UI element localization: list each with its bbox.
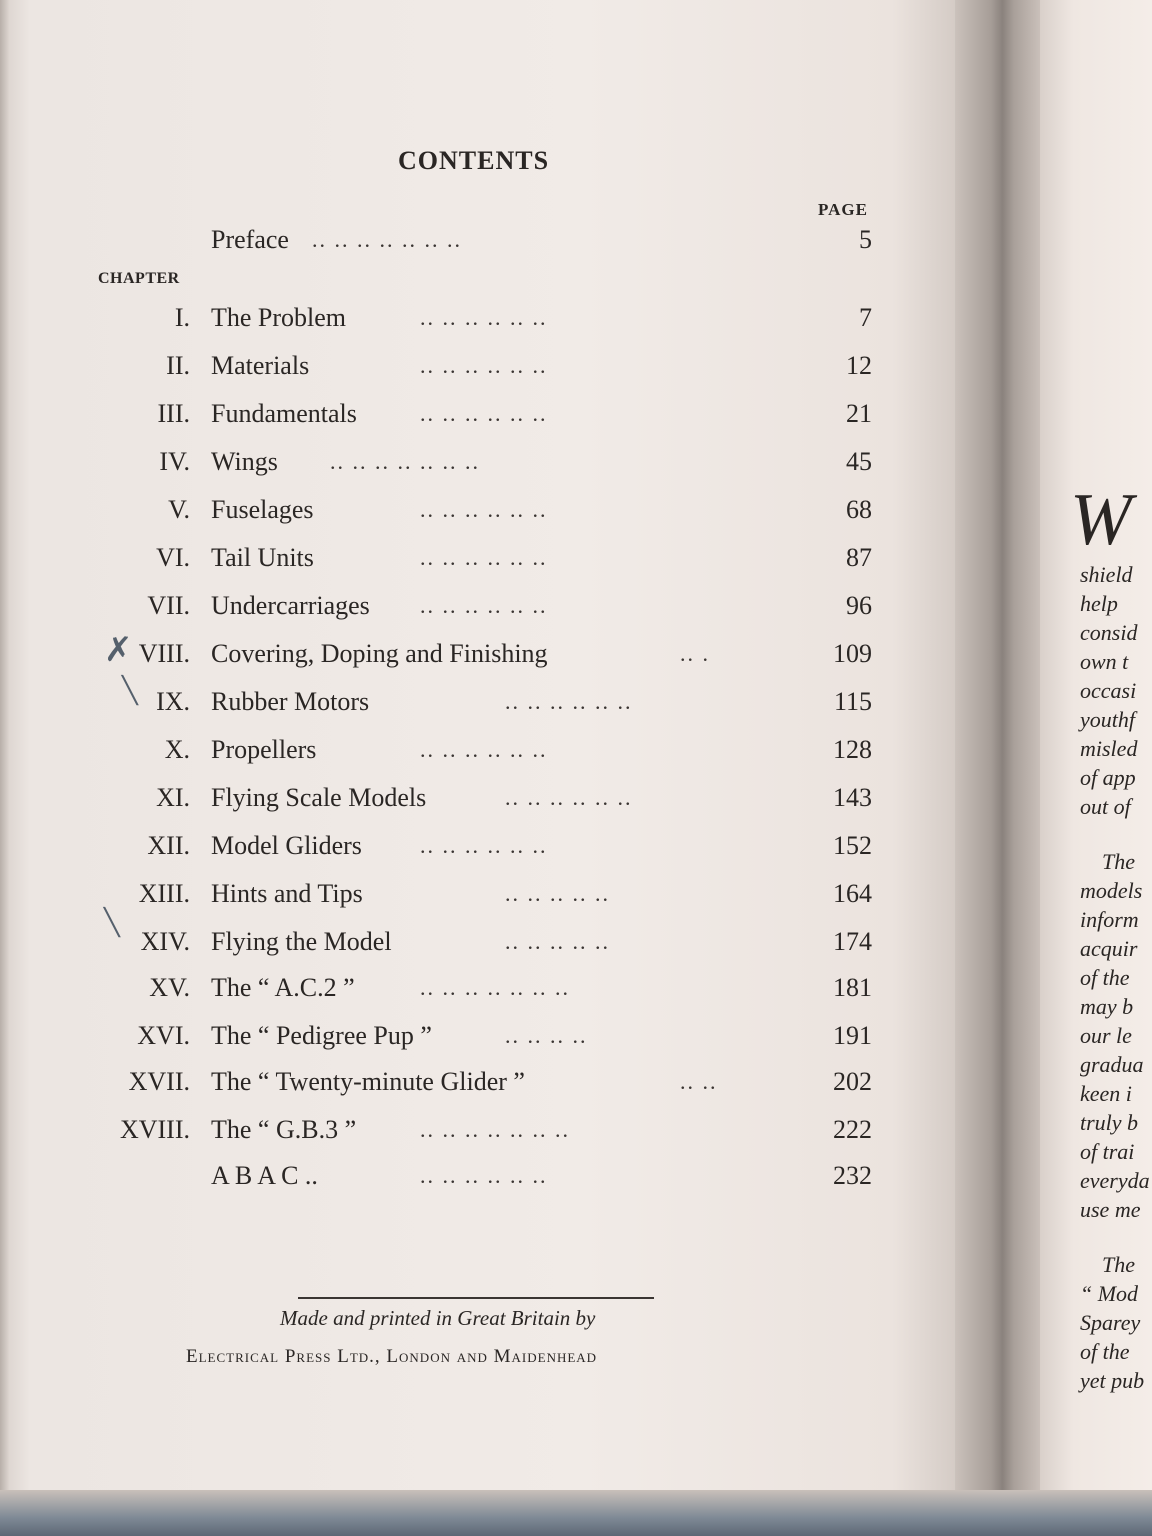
toc-page-number: 68 <box>846 495 872 524</box>
facing-page-line: of app <box>1080 765 1136 790</box>
toc-chapter-number: XIV. <box>140 927 190 956</box>
imprint-line-2: Electrical Press Ltd., London and Maidenhead <box>186 1346 598 1367</box>
toc-entry <box>0 1110 960 1150</box>
facing-page-line: “ Mod <box>1080 1281 1139 1306</box>
toc-chapter-title: Rubber Motors <box>211 687 370 716</box>
facing-page-line: acquir <box>1080 936 1138 961</box>
toc-chapter-title: Flying Scale Models <box>211 783 427 812</box>
toc-chapter-title: Preface <box>211 225 289 254</box>
toc-page-number: 7 <box>859 303 872 332</box>
facing-page-line: consid <box>1080 620 1138 645</box>
toc-entry <box>0 586 960 626</box>
toc-leader-dots: .. .. .. .. .. .. .. <box>330 449 480 474</box>
toc-chapter-number: VII. <box>147 591 190 620</box>
facing-page-line: keen i <box>1080 1081 1132 1106</box>
toc-entry <box>0 346 960 386</box>
toc-page-number: 152 <box>833 831 872 860</box>
toc-chapter-title: Tail Units <box>211 543 314 572</box>
toc-entry <box>0 220 960 260</box>
toc-entry <box>0 682 960 722</box>
facing-page-line: shield <box>1080 562 1133 587</box>
toc-chapter-number: IV. <box>159 447 190 476</box>
facing-page-line: youthf <box>1080 707 1135 732</box>
toc-entry <box>0 442 960 482</box>
toc-chapter-number: XI. <box>156 783 190 812</box>
divider-rule <box>298 1297 654 1299</box>
facing-page-line: own t <box>1080 649 1129 674</box>
toc-page-number: 45 <box>846 447 872 476</box>
toc-entry <box>0 730 960 770</box>
facing-page-line: of the <box>1080 965 1130 990</box>
facing-page-line: gradua <box>1080 1052 1144 1077</box>
toc-chapter-title: Hints and Tips <box>211 879 363 908</box>
toc-entry <box>0 778 960 818</box>
toc-chapter-title: The Problem <box>211 303 347 332</box>
book-bottom-edge <box>0 1490 1152 1536</box>
toc-chapter-number: V. <box>168 495 190 524</box>
facing-page-line: inform <box>1080 907 1139 932</box>
toc-leader-dots: .. .. .. .. .. .. <box>420 305 548 330</box>
toc-entry <box>0 634 960 674</box>
toc-page-number: 202 <box>833 1067 872 1096</box>
facing-page-line: may b <box>1080 994 1134 1019</box>
facing-page-line: use me <box>1080 1197 1141 1222</box>
toc-page-number: 128 <box>833 735 872 764</box>
facing-page-line: truly b <box>1080 1110 1139 1135</box>
toc-leader-dots: .. .. .. .. .. <box>505 881 610 906</box>
chapter-column-heading: CHAPTER <box>98 270 180 287</box>
facing-page-initial: W <box>1070 479 1132 561</box>
toc-leader-dots: .. .. .. .. <box>505 1023 588 1048</box>
toc-leader-dots: .. . <box>680 641 710 666</box>
toc-entry <box>0 1016 960 1056</box>
toc-page-number: 5 <box>859 225 872 254</box>
toc-chapter-title: Model Gliders <box>211 831 362 860</box>
toc-chapter-title: The “ Pedigree Pup ” <box>211 1021 432 1050</box>
toc-chapter-number: III. <box>157 399 190 428</box>
toc-chapter-number: XVIII. <box>119 1115 190 1144</box>
page-column-heading: PAGE <box>818 200 868 219</box>
toc-chapter-number: VI. <box>156 543 190 572</box>
book-gutter <box>955 0 1050 1536</box>
toc-page-number: 181 <box>833 973 872 1002</box>
toc-leader-dots: .. .. .. .. .. .. <box>420 1163 548 1188</box>
pen-checkmark-1: ✗ <box>104 630 133 670</box>
toc-leader-dots: .. .. .. .. .. .. .. <box>312 227 462 252</box>
toc-leader-dots: .. .. .. .. .. .. <box>420 737 548 762</box>
toc-leader-dots: .. .. .. .. .. .. <box>420 545 548 570</box>
toc-chapter-title: Flying the Model <box>211 927 392 956</box>
toc-chapter-title: Undercarriages <box>211 591 370 620</box>
toc-entry <box>0 922 960 962</box>
toc-page-number: 174 <box>833 927 872 956</box>
facing-page-line: of the <box>1080 1339 1130 1364</box>
toc-page-number: 96 <box>846 591 872 620</box>
imprint-line-1: Made and printed in Great Britain by <box>280 1306 596 1330</box>
toc-leader-dots: .. .. .. .. .. <box>505 929 610 954</box>
toc-chapter-title: The “ Twenty-minute Glider ” <box>211 1067 525 1096</box>
toc-chapter-title: Fundamentals <box>211 399 357 428</box>
toc-entry <box>0 826 960 866</box>
facing-page-line: everyda <box>1080 1168 1150 1193</box>
toc-page-number: 12 <box>846 351 872 380</box>
facing-page-line: The <box>1102 849 1135 874</box>
toc-leader-dots: .. .. .. .. .. .. <box>420 833 548 858</box>
toc-chapter-number: II. <box>166 351 190 380</box>
facing-page-line: models <box>1080 878 1143 903</box>
toc-entry <box>0 490 960 530</box>
facing-page-line: misled <box>1080 736 1138 761</box>
toc-page-number: 164 <box>833 879 872 908</box>
toc-entry <box>0 1062 960 1102</box>
toc-page-number: 143 <box>833 783 872 812</box>
toc-page-number: 222 <box>833 1115 872 1144</box>
toc-leader-dots: .. .. .. .. .. .. <box>505 785 633 810</box>
toc-chapter-number: VIII. <box>138 639 190 668</box>
toc-chapter-number: XV. <box>149 973 190 1002</box>
facing-page-line: Sparey <box>1080 1310 1141 1335</box>
facing-page-line: yet pub <box>1080 1368 1145 1393</box>
toc-entry <box>0 874 960 914</box>
toc-chapter-number: XVI. <box>137 1021 190 1050</box>
toc-page-number: 21 <box>846 399 872 428</box>
toc-entry <box>0 298 960 338</box>
facing-page-line: our le <box>1080 1023 1132 1048</box>
toc-chapter-number: IX. <box>156 687 190 716</box>
pen-checkmark-3: ╲ <box>104 908 120 938</box>
toc-leader-dots: .. .. <box>680 1069 718 1094</box>
toc-chapter-title: Materials <box>211 351 310 380</box>
facing-page-line: help <box>1080 591 1118 616</box>
facing-page-line: of trai <box>1080 1139 1135 1164</box>
toc-leader-dots: .. .. .. .. .. .. <box>420 353 548 378</box>
toc-leader-dots: .. .. .. .. .. .. <box>420 497 548 522</box>
toc-chapter-number: XIII. <box>138 879 190 908</box>
toc-chapter-number: X. <box>164 735 190 764</box>
toc-chapter-title: Wings <box>211 447 278 476</box>
toc-chapter-title: Fuselages <box>211 495 314 524</box>
toc-page-number: 109 <box>833 639 872 668</box>
toc-leader-dots: .. .. .. .. .. .. .. <box>420 1117 570 1142</box>
toc-chapter-title: The “ G.B.3 ” <box>211 1115 357 1144</box>
toc-chapter-number: XII. <box>147 831 190 860</box>
contents-title: CONTENTS <box>398 146 550 175</box>
toc-leader-dots: .. .. .. .. .. .. <box>505 689 633 714</box>
pen-checkmark-2: ╲ <box>122 676 138 706</box>
toc-chapter-number: XVII. <box>128 1067 190 1096</box>
toc-entry <box>0 538 960 578</box>
toc-page-number: 191 <box>833 1021 872 1050</box>
toc-chapter-title: A B A C .. <box>211 1161 318 1190</box>
toc-page-number: 87 <box>846 543 872 572</box>
toc-leader-dots: .. .. .. .. .. .. <box>420 593 548 618</box>
toc-entry <box>0 968 960 1008</box>
toc-page-number: 115 <box>833 687 872 716</box>
toc-entry <box>0 394 960 434</box>
toc-chapter-title: Propellers <box>211 735 317 764</box>
toc-page-number: 232 <box>833 1161 872 1190</box>
toc-chapter-title: Covering, Doping and Finishing <box>211 639 548 668</box>
toc-chapter-number: I. <box>174 303 190 332</box>
toc-leader-dots: .. .. .. .. .. .. <box>420 401 548 426</box>
facing-page-line: occasi <box>1080 678 1137 703</box>
toc-entry <box>0 1156 960 1196</box>
facing-page-line: The <box>1102 1252 1135 1277</box>
facing-page-line: out of <box>1080 794 1131 819</box>
toc-leader-dots: .. .. .. .. .. .. .. <box>420 975 570 1000</box>
toc-chapter-title: The “ A.C.2 ” <box>211 973 355 1002</box>
